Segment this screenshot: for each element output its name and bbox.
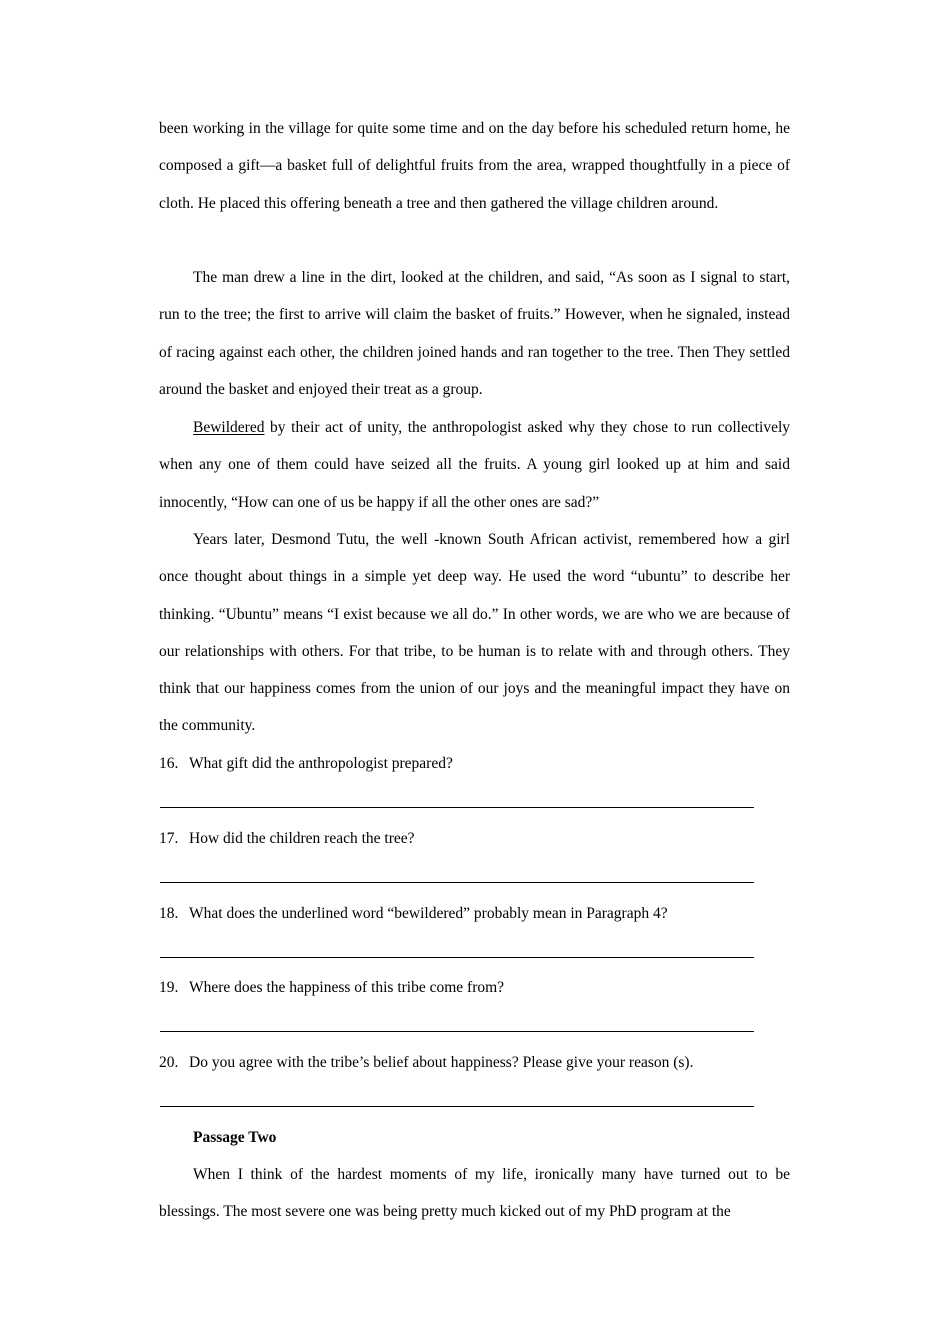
answer-line-18[interactable] (160, 957, 754, 958)
passage-one-paragraph-3 (159, 409, 790, 521)
passage-two-paragraph-1: When I think of the hardest moments of my life, ironically many have turned out to be blessings. The most severe one was being pretty much kicked out of my PhD program at the (159, 1166, 790, 1221)
question-text: What does the underlined word “bewildered” probably mean in Paragraph 4? (189, 905, 668, 922)
question-18 (159, 904, 668, 924)
answer-line-20[interactable] (160, 1106, 754, 1107)
answer-line-17[interactable] (160, 882, 754, 883)
passage-one-paragraph-2: The man drew a line in the dirt, looked at the children, and said, “As soon as I signal to start, run to the tree; the first to arrive will claim the basket of fruits.” However, when he signaled, instead of racing against each other, the children joined hands and ran together to the tree. Then They settled around the basket and enjoyed their treat as a group. (159, 269, 790, 398)
question-text: Do you agree with the tribe’s belief about happiness? Please give your reason (s). (189, 1054, 694, 1071)
passage-two-heading: Passage Two (193, 1129, 277, 1146)
question-number: 20. (159, 1054, 179, 1071)
question-number: 17. (159, 830, 179, 847)
passage-one-paragraph-1: been working in the village for quite some time and on the day before his scheduled return home, he composed a gift—a basket full of delightful fruits from the area, wrapped thoughtfully in a piece of cloth. He placed this offering beneath a tree and then gathered the village children around. (159, 120, 790, 212)
paragraph-3-text: by their act of unity, the anthropologist asked why they chose to run collectively when any one of them could have seized all the fruits. A young girl looked up at him and said innocently, “How can one of us be happy if all the other ones are sad?” (159, 419, 790, 511)
answer-line-19[interactable] (160, 1031, 754, 1032)
question-text: Where does the happiness of this tribe come from? (189, 979, 505, 996)
question-17 (159, 829, 415, 849)
question-number: 19. (159, 979, 179, 996)
question-text: What gift did the anthropologist prepared? (189, 755, 453, 772)
question-text: How did the children reach the tree? (189, 830, 415, 847)
underlined-word-bewildered: Bewildered (193, 419, 265, 436)
question-19 (159, 978, 504, 998)
answer-line-16[interactable] (160, 807, 754, 808)
question-16 (159, 754, 453, 774)
question-number: 16. (159, 755, 179, 772)
passage-one-paragraph-4: Years later, Desmond Tutu, the well -known South African activist, remembered how a girl once thought about things in a simple yet deep way. He used the word “ubuntu” to describe her thinking. “Ubuntu” means “I exist because we all do.” In other words, we are who we are because of our relationships with others. For that tribe, to be human is to relate with and through others. They think that our happiness comes from the union of our joys and the meaningful impact they have on the community. (159, 531, 790, 735)
question-number: 18. (159, 905, 179, 922)
question-20 (159, 1053, 693, 1073)
